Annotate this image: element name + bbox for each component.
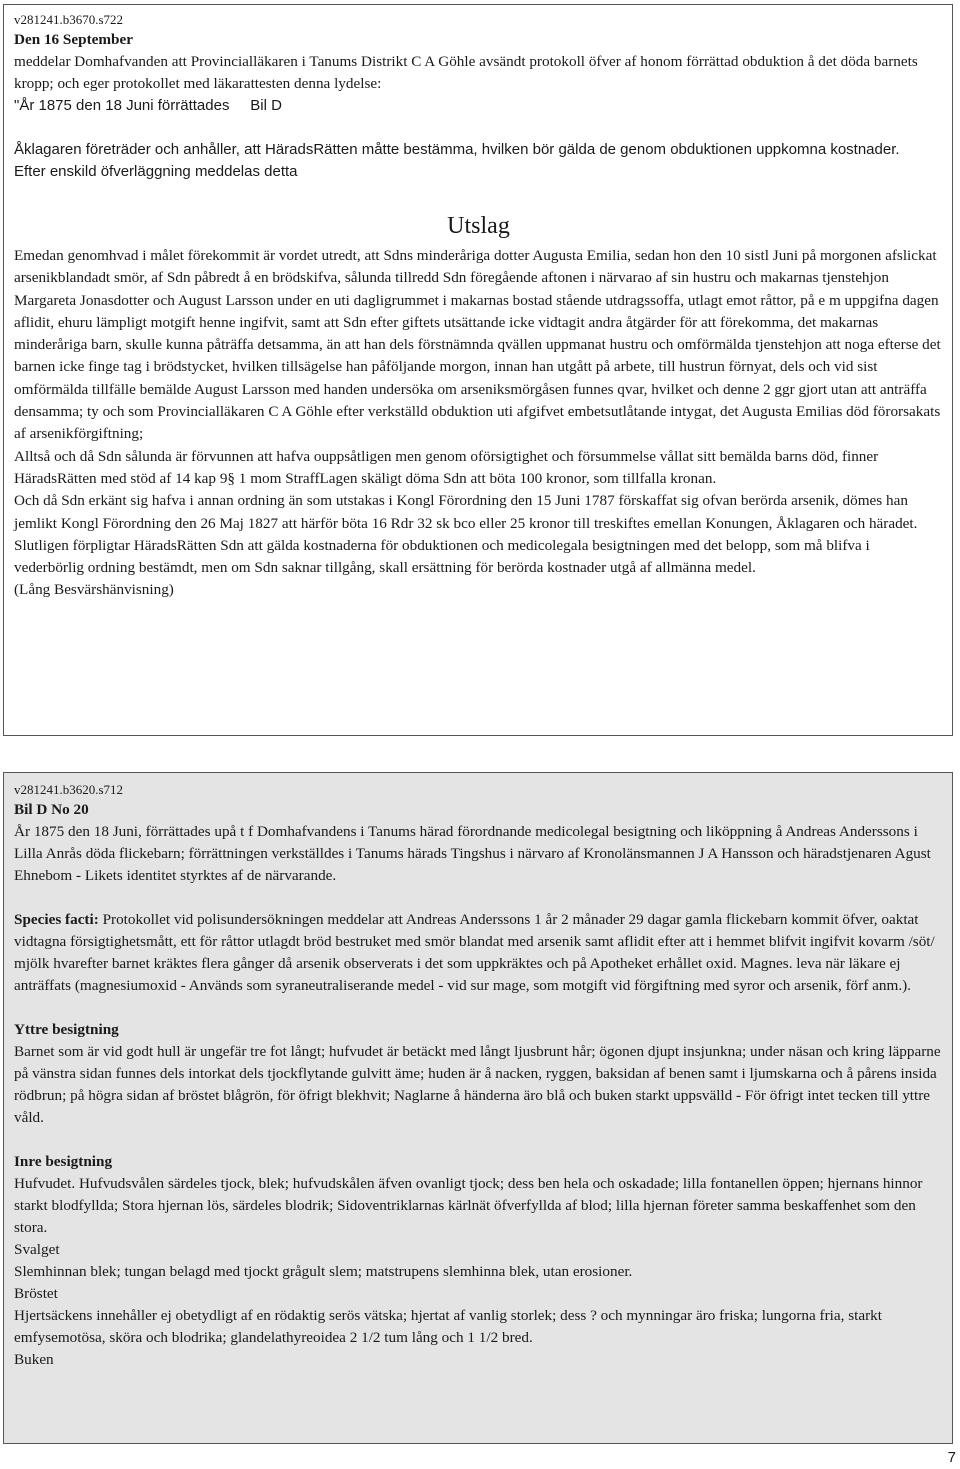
deliberation-line: Efter enskild öfverläggning meddelas detta	[14, 163, 298, 180]
quote-line: "År 1875 den 18 Juni förrättades Bil D	[14, 97, 282, 114]
appendix-title: Bil D No 20	[14, 801, 89, 818]
prosecutor-paragraph: Åklagaren företräder och anhåller, att HäradsRätten måtte bestämma, hvilken bör gälda de genom obduktionen uppkomna kostnader.	[14, 141, 900, 158]
head-findings: Hufvudet. Hufvudsvålen särdeles tjock, blek; hufvudskålen äfven ovanligt tjock; dess ben hela och oskadade; lilla fontanellen öppen; hjernans hinnor starkt blodfyllda; Stora hjernan lös, särdeles blodrik; Sidoventriklarnas kärlnät öfverfyllda af blod; lilla hjernan företer samma beskaffenhet som den stora.	[14, 1175, 927, 1236]
date-heading: Den 16 September	[14, 31, 133, 48]
spacer	[14, 1129, 943, 1151]
species-facti-label: Species facti:	[14, 911, 99, 928]
throat-findings: Slemhinnan blek; tungan belagd med tjockt grågult slem; matstrupens slemhinna blek, utan erosioner.	[14, 1263, 633, 1280]
record-reference: v281241.b3620.s712	[14, 782, 124, 797]
chest-label: Bröstet	[14, 1285, 58, 1302]
record-reference: v281241.b3670.s722	[14, 12, 124, 27]
verdict-paragraph-4: Slutligen förpligtar HäradsRätten Sdn att gälda kostnaderna för obduktionen och medicolegala besigtningen med det belopp, som må blifva i vederbörlig ordning bestämdt, men om Sdn saknar tillgång, skall ersättning för berörda kostnader utgå af allmänna medel.	[14, 536, 874, 577]
autopsy-record-box	[3, 772, 953, 1444]
verdict-paragraph-2: Alltså och då Sdn sålunda är förvunnen att hafva ouppsåtligen men genom oförsigtighet och försummelse vållat sitt bemälda barns död, finner HäradsRätten med stöd af 14 kap 9§ 1 mom StraffLagen skäligt döma Sdn att böta 100 kronor, som tillfalla kronan.	[14, 447, 883, 487]
outer-examination-text: Barnet som är vid godt hull är ungefär tre fot långt; hufvudet är betäckt med långt ljusbrunt hår; ögonen djupt insjunkna; under näsan och kring läpparne på vänstra sidan funnes dels intorkat dels tjockflytande gulvitt äme; huden är å nacken, ryggen, baksidan af benen samt i ljumskarna och å pårens insida rödbrun; på högra sidan af bröstet blågrön, för öfrigt blekhvit; Naglarne å händerna äro blå och buken starkt uppsvälld - För öfrigt intet tecken till yttre våld.	[14, 1043, 945, 1126]
verdict-paragraph-1: Emedan genomhvad i målet förekommit är vordet utredt, att Sdns minderåriga dotter Augusta Emilia, sedan hon den 10 sistl Juni på morgonen afslickat arsenikblandadt smör, af Sdn påbredt å en brödskifva, sålunda tillredd Sdn föregående aftonen i närvarao af sin hustru och makarnas tjenstehjon Margareta Jonasdotter och August Larsson under en uti dagligrummet i makarnas bostad stående utdragssoffa, utlagt emot råttor, på e m uppgifna dagen aflidit, ehuru lämpligt motgift henne ingifvit, samt att Sdn efter giftets utsättande icke vidtagit andra åtgärder för att förekomma, det makarnas minderåriga barn, skulle kunna påträffa detsamma, än att han dels förstnämnda qvällen uppmanat hustru och omförmälda tjenstehjon att noga efterse det barnen icke finge tag i brödstycket, hvilken tillsägelse han påföljande morgon, innan han utgått på arbete, till hustrun förnyat, dels och vid sist omförmälda tillfälle bemälde August Larsson med handen undersöka om arseniksmörgåsen funnes qvar, hvilket och denne 2 ggr gjort utan att anträffa densamma; ty och som Provincialläkaren C A Göhle efter verkställd obduktion uti afgifvet embetsutlåtande intygat, det Augusta Emilias död förorsakats af arsenikförgiftning;	[14, 247, 945, 443]
verdict-paragraph-3: Och då Sdn erkänt sig hafva i annan ordning än som utstakas i Kongl Förordning den 15 Juni 1787 förskaffat sig ofvan berörda arsenik, dömes han jemlikt Kongl Förordning den 26 Maj 1827 att härför böta 16 Rdr 32 sk bco eller 25 kronor till treskiftes emellan Konungen, Åklagaren och häradet.	[14, 492, 918, 532]
spacer	[14, 183, 943, 205]
court-record-box	[3, 4, 953, 736]
appeal-note: (Lång Besvärshänvisning)	[14, 581, 174, 599]
species-facti-paragraph	[14, 909, 943, 997]
species-facti-text: Protokollet vid polisundersökningen meddelar att Andreas Anderssons 1 år 2 månader 29 dagar gamla flickebarn kommit öfver, oaktat vidtagna försigtighetsmått, ett för råttor utlagdt bröd bestruket med smör blandat med arsenik samt aflidit efter att i hemmet blifvit ingifvit kovarm /söt/ mjölk hvarefter barnet kräktes flera gånger då arsenik observerats i det som uppkräktes och på Apotheket erhållet oxid. Magnes. leva när läkare ej anträffats (magnesiumoxid - Används som syraneutraliserande medel - vid sur mage, som motgift vid förgiftning med syror och arsenik, förf anm.).	[14, 911, 939, 994]
spacer	[14, 117, 943, 139]
chest-findings: Hjertsäckens innehåller ej obetydligt af en rödaktig serös vätska; hjertat af vanlig storlek; dess ? och mynningar äro friska; lungorna fria, starkt emfysemotösa, sköra och blodrika; glandelathyreoidea 2 1/2 tum lång och 1 1/2 bred.	[14, 1307, 886, 1346]
intro-paragraph: meddelar Domhafvanden att Provincialläkaren i Tanums Distrikt C A Göhle avsändt protokoll öfver af honom förrättad obduktion å det döda barnets kropp; och eger protokollet med läkarattesten denna lydelse:	[14, 53, 922, 92]
spacer	[14, 887, 943, 909]
outer-examination-heading: Yttre besigtning	[14, 1021, 119, 1038]
verdict-heading: Utslag	[447, 213, 510, 239]
spacer	[14, 997, 943, 1019]
page-number: 7	[947, 1449, 956, 1466]
inner-examination-heading: Inre besigtning	[14, 1153, 113, 1170]
throat-label: Svalget	[14, 1241, 60, 1258]
autopsy-intro: År 1875 den 18 Juni, förrättades upå t f Domhafvandens i Tanums härad förordnande medicolegal besigtning och liköppning å Andreas Anderssons i Lilla Anrås döda flickebarn; förrättningen verkställdes i Tanums härads Tingshus i närvaro af Kronolänsmannen J A Hansson och häradstjenaren Agust Ehnebom - Likets identitet styrktes af de närvarande.	[14, 823, 935, 884]
abdomen-label: Buken	[14, 1351, 54, 1368]
